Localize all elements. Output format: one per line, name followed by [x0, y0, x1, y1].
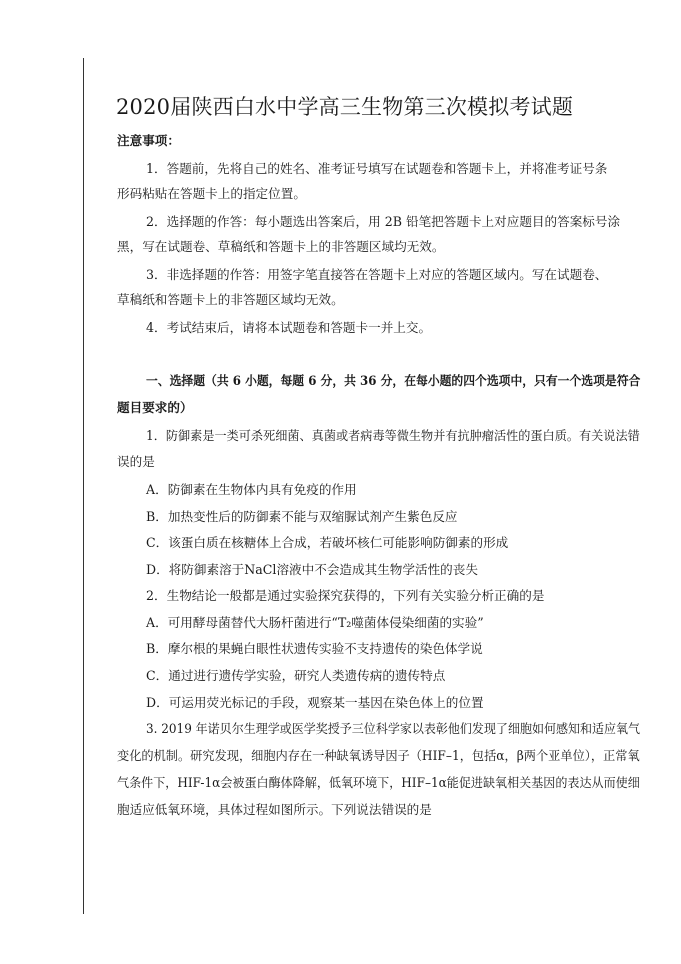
- section-heading: 一、选择题（共 6 小题，每题 6 分，共 36 分，在每小题的四个选项中，只有一个选项是符合: [146, 373, 641, 388]
- q3-stem-cont-1: 变化的机制。研究发现，细胞内存在一种缺氧诱导因子（HIF–1，包括α，β两个亚单位），正常氧: [117, 748, 640, 763]
- q3-stem: 3. 2019 年诺贝尔生理学或医学奖授予三位科学家以表彰他们发现了细胞如何感知和适应氧气: [146, 721, 641, 736]
- notice-line-7: 4．考试结束后，请将本试题卷和答题卡一并上交。: [146, 320, 432, 335]
- notice-line-3: 2．选择题的作答：每小题选出答案后，用 2B 铅笔把答题卡上对应题目的答案标号涂: [146, 214, 621, 229]
- page-margin-line: [83, 58, 84, 914]
- notice-line-2: 形码粘贴在答题卡上的指定位置。: [117, 186, 306, 201]
- notice-line-4: 黑，写在试题卷、草稿纸和答题卡上的非答题区域均无效。: [117, 239, 445, 254]
- q3-stem-cont-2: 气条件下，HIF-1α会被蛋白酶体降解，低氧环境下，HIF–1α能促进缺氧相关基因的表达从而使细: [117, 775, 640, 790]
- exam-title: 2020届陕西白水中学高三生物第三次模拟考试题: [116, 95, 574, 119]
- q1-option-a: A．防御素在生物体内具有免疫的作用: [146, 482, 357, 497]
- q2-option-a: A．可用酵母菌替代大肠杆菌进行“T₂噬菌体侵染细菌的实验”: [146, 615, 484, 630]
- q1-stem-cont: 误的是: [117, 454, 155, 469]
- q1-option-d: D．将防御素溶于NaCl溶液中不会造成其生物学活性的丧失: [146, 562, 478, 577]
- q1-option-c: C．该蛋白质在核糖体上合成，若破坏核仁可能影响防御素的形成: [146, 535, 509, 550]
- q1-stem: 1．防御素是一类可杀死细菌、真菌或者病毒等微生物并有抗肿瘤活性的蛋白质。有关说法错: [146, 428, 640, 443]
- q3-stem-cont-3: 胞适应低氧环境，具体过程如图所示。下列说法错误的是: [117, 802, 432, 817]
- notice-line-6: 草稿纸和答题卡上的非答题区域均无效。: [117, 292, 344, 307]
- notice-line-5: 3．非选择题的作答：用签字笔直接答在答题卡上对应的答题区域内。写在试题卷、: [146, 267, 608, 282]
- q2-option-c: C．通过进行遗传学实验，研究人类遗传病的遗传特点: [146, 668, 446, 683]
- q1-option-b: B．加热变性后的防御素不能与双缩脲试剂产生紫色反应: [146, 509, 458, 524]
- section-heading-cont: 题目要求的）: [117, 400, 193, 415]
- q2-option-d: D．可运用荧光标记的手段，观察某一基因在染色体上的位置: [146, 695, 484, 710]
- notice-line-1: 1．答题前，先将自己的姓名、准考证号填写在试题卷和答题卡上，并将准考证号条: [146, 161, 608, 176]
- notice-heading: 注意事项：: [117, 133, 180, 148]
- q2-option-b: B．摩尔根的果蝇白眼性状遗传实验不支持遗传的染色体学说: [146, 641, 483, 656]
- q2-stem: 2．生物结论一般都是通过实验探究获得的，下列有关实验分析正确的是: [146, 588, 545, 603]
